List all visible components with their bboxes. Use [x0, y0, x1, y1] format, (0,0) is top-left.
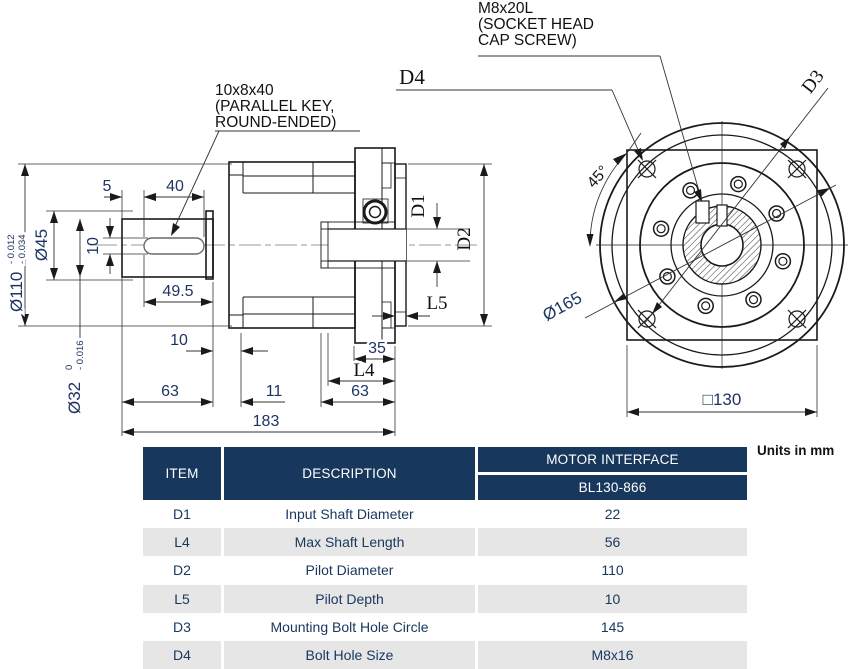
row-value: 10 — [478, 585, 747, 613]
table-row — [143, 613, 747, 641]
svg-text:10x8x40: 10x8x40 — [215, 82, 274, 99]
table-row — [143, 641, 747, 669]
svg-text:- 0.034: - 0.034 — [17, 234, 28, 264]
dim-bolt-angle: 45° — [583, 162, 613, 192]
dim-flange-section: 63 — [351, 383, 369, 400]
dim-key-width: 10 — [85, 237, 102, 255]
row-item: L4 — [143, 528, 221, 556]
cap-screw-note — [478, 0, 702, 202]
svg-text:0: 0 — [64, 364, 75, 370]
parallel-key-note — [171, 82, 360, 236]
row-value: M8x16 — [478, 641, 747, 669]
svg-text:- 0.012: - 0.012 — [6, 234, 17, 264]
table-row — [143, 500, 747, 528]
dim-spacer: 11 — [265, 383, 283, 400]
d4-callout — [396, 65, 643, 161]
header-model: BL130-866 — [478, 475, 747, 500]
label-d1: D1 — [408, 194, 429, 218]
units-note: Units in mm — [757, 443, 835, 458]
table-row — [143, 556, 747, 584]
row-description: Bolt Hole Size — [224, 641, 475, 669]
row-description: Pilot Depth — [224, 585, 475, 613]
bore-keyway — [717, 205, 727, 226]
dim-collar-dia: Ø45 — [32, 228, 51, 262]
header-description: DESCRIPTION — [224, 447, 475, 500]
dim-shaft-dia-group — [64, 340, 86, 414]
dim-total-len: 183 — [252, 413, 280, 430]
label-d2: D2 — [454, 227, 475, 251]
spec-table — [143, 447, 747, 669]
svg-text:Ø110: Ø110 — [7, 271, 26, 312]
row-item: L5 — [143, 585, 221, 613]
dim-key-to-end: 49.5 — [162, 283, 194, 300]
clamp-screw — [363, 199, 388, 223]
clamp-key — [696, 201, 709, 223]
dim-shaft-len: 63 — [161, 383, 179, 400]
dim-key-offset: 5 — [102, 178, 112, 195]
label-l5: L5 — [426, 293, 448, 314]
side-view — [6, 148, 492, 436]
dim-body-dia-group — [6, 234, 28, 312]
input-coupling — [321, 222, 406, 268]
svg-text:Ø32: Ø32 — [65, 381, 84, 414]
front-view — [539, 66, 848, 417]
row-description: Pilot Diameter — [224, 556, 475, 584]
dim-pilot-section: 35 — [368, 340, 386, 357]
row-description: Max Shaft Length — [224, 528, 475, 556]
keyway-slot — [144, 238, 204, 254]
label-l4: L4 — [353, 360, 375, 381]
svg-text:ROUND-ENDED): ROUND-ENDED) — [215, 114, 337, 131]
svg-text:CAP SCREW): CAP SCREW) — [478, 32, 577, 49]
dim-mount-square: □130 — [702, 390, 742, 409]
row-item: D4 — [143, 641, 221, 669]
row-value: 22 — [478, 500, 747, 528]
row-value: 110 — [478, 556, 747, 584]
label-d4: D4 — [399, 65, 425, 89]
row-item: D3 — [143, 613, 221, 641]
dim-flange-od: Ø165 — [539, 288, 586, 325]
svg-text:M8x20L: M8x20L — [478, 0, 534, 17]
row-description: Input Shaft Diameter — [224, 500, 475, 528]
spec-table-header — [143, 447, 747, 500]
svg-text:(SOCKET HEAD: (SOCKET HEAD — [478, 16, 594, 33]
row-value: 145 — [478, 613, 747, 641]
header-item: ITEM — [143, 447, 221, 500]
row-value: 56 — [478, 528, 747, 556]
row-description: Mounting Bolt Hole Circle — [224, 613, 475, 641]
dim-collar-gap: 10 — [170, 332, 188, 349]
svg-text:(PARALLEL KEY,: (PARALLEL KEY, — [215, 98, 335, 115]
dim-key-length: 40 — [166, 178, 184, 195]
table-row — [143, 585, 747, 613]
row-item: D1 — [143, 500, 221, 528]
header-motor-interface: MOTOR INTERFACE — [478, 447, 747, 472]
label-d3: D3 — [797, 66, 829, 98]
table-row — [143, 528, 747, 556]
svg-text:- 0.016: - 0.016 — [75, 340, 86, 370]
row-item: D2 — [143, 556, 221, 584]
